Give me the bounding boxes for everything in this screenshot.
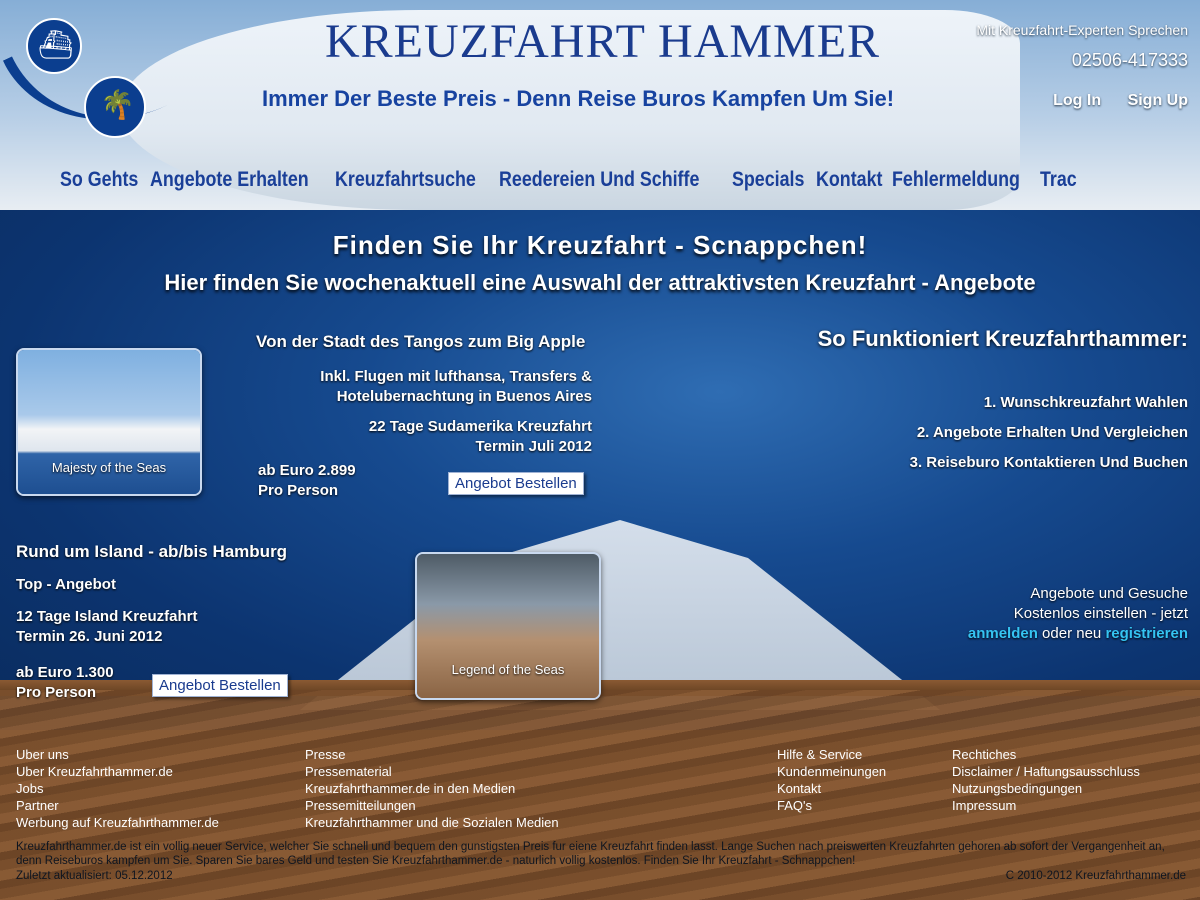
offer2-duration: 12 Tage Island Kreuzfahrt [16,608,198,625]
login-link[interactable]: Log In [1053,92,1102,109]
main-nav [60,168,1077,192]
copyright: C 2010-2012 Kreuzfahrthammer.de [1005,870,1186,882]
footer-link[interactable]: Impressum [952,798,1017,813]
footer-link[interactable]: Disclaimer / Haftungsausschluss [952,764,1140,779]
palm-tree-icon: 🌴 [84,76,146,138]
nav-kreuzfahrtsuche[interactable]: Kreuzfahrtsuche [334,168,476,191]
promo-line2: Kostenlos einstellen - jetzt [1013,605,1188,622]
phone-number[interactable]: 02506-417333 [1071,50,1188,70]
ship-caption: Majesty of the Seas [51,460,167,475]
offer2-order-button[interactable]: Angebot Bestellen [152,674,288,697]
offer1-line2: Hotelubernachtung in Buenos Aires [336,388,592,405]
footer-link[interactable]: Hilfe & Service [777,747,863,762]
promo-middle-text: oder neu [1037,625,1106,642]
nav-angebote-erhalten[interactable]: Angebote Erhalten [150,168,309,191]
footer-col-about [16,746,219,831]
footer-link[interactable]: Nutzungsbedingungen [952,781,1083,796]
promo-login-link[interactable]: anmelden [967,625,1038,642]
footer-link[interactable]: Kreuzfahrthammer und die Sozialen Medien [305,815,559,830]
promo-register-link[interactable]: registrieren [1105,625,1188,642]
footer-link[interactable]: Kundenmeinungen [777,764,887,779]
signup-link[interactable]: Sign Up [1127,92,1188,109]
how-step-2: 2. Angebote Erhalten Und Vergleichen [916,424,1188,441]
footer-link[interactable]: Presse [305,747,346,762]
listing-promo [928,584,1188,644]
footer-col-legal [952,746,1140,814]
nav-reedereien[interactable]: Reedereien Und Schiffe [498,168,699,191]
expert-label: Mit Kreuzfahrt-Experten Sprechen [976,22,1188,38]
how-step-1: 1. Wunschkreuzfahrt Wahlen [983,394,1188,411]
footer-link[interactable]: Rechtiches [952,747,1017,762]
nav-trac[interactable]: Trac [1040,168,1077,191]
footer-link[interactable]: Werbung auf Kreuzfahrthammer.de [16,815,219,830]
footer-link[interactable]: Pressemitteilungen [305,798,416,813]
auth-links [1031,92,1188,110]
last-updated: Zuletzt aktualisiert: 05.12.2012 [16,870,173,882]
how-step-3: 3. Reiseburo Kontaktieren Und Buchen [909,454,1188,471]
nav-specials[interactable]: Specials [732,168,805,191]
ship-thumbnail-legend[interactable] [415,552,601,700]
footer-link[interactable]: Partner [16,798,59,813]
offer1-order-button[interactable]: Angebot Bestellen [448,472,584,495]
offer2-heading: Rund um Island - ab/bis Hamburg [16,542,288,561]
offer1-heading: Von der Stadt des Tangos zum Big Apple [256,332,586,351]
nav-fehlermeldung[interactable]: Fehlermeldung [891,168,1020,191]
footer-col-service [777,746,886,814]
offer2-per-person: Pro Person [16,684,97,701]
site-logo[interactable] [20,18,150,138]
footer-link[interactable]: Pressematerial [305,764,392,779]
offer1-date: Termin Juli 2012 [475,438,592,455]
offer2-price: ab Euro 1.300 [16,664,114,681]
offer1-price: ab Euro 2.899 [258,462,356,479]
offer1-line1: Inkl. Flugen mit lufthansa, Transfers & [320,368,592,385]
footer-link[interactable]: Kontakt [777,781,822,796]
offer2-badge: Top - Angebot [16,576,116,593]
footer-link[interactable]: FAQ's [777,798,812,813]
page-subheadline: Hier finden Sie wochenaktuell eine Auswahl der attraktivsten Kreuzfahrt - Angebote [164,270,1036,295]
ship-thumbnail-majesty[interactable] [16,348,202,496]
ship-caption: Legend of the Seas [451,662,565,677]
footer-link[interactable]: Jobs [16,781,44,796]
nav-kontakt[interactable]: Kontakt [815,168,882,191]
offer1-duration: 22 Tage Sudamerika Kreuzfahrt [368,418,592,435]
footer-disclaimer: Kreuzfahrthammer.de ist ein vollig neuer Service, welcher Sie schnell und bequem den gunstigsten Preis fur eiene Kreuzfahrt finden lasst. Lange Suchen nach preiswerten Kreuzfahrten gehoren ab sofort der Vergangenheit an, denn Reiseburos kampfen um Sie. Sparen Sie bares Geld und testen Sie Kreuzfahrthammer.de - naturlich vollig kostenlos. Finden Sie Ihr Kreuzfahrt - Schnappchen! [16,841,1165,867]
footer-col-press [305,746,559,831]
offer1-per-person: Pro Person [258,482,339,499]
offer2-date: Termin 26. Juni 2012 [16,628,163,645]
nav-so-gehts[interactable]: So Gehts [60,168,139,191]
tagline: Immer Der Beste Preis - Denn Reise Buros Kampfen Um Sie! [262,86,895,111]
logo-swoosh [3,6,167,161]
site-title: KREUZFAHRT HAMMER [325,15,881,68]
how-it-works-title: So Funktioniert Kreuzfahrthammer: [817,326,1188,351]
footer-link[interactable]: Uber uns [16,747,69,762]
cruise-ship-icon: ⛴ [26,18,82,74]
page-headline: Finden Sie Ihr Kreuzfahrt - Scnappchen! [332,230,868,260]
footer-link[interactable]: Kreuzfahrthammer.de in den Medien [305,781,516,796]
promo-line1: Angebote und Gesuche [1030,585,1188,602]
footer-link[interactable]: Uber Kreuzfahrthammer.de [16,764,173,779]
